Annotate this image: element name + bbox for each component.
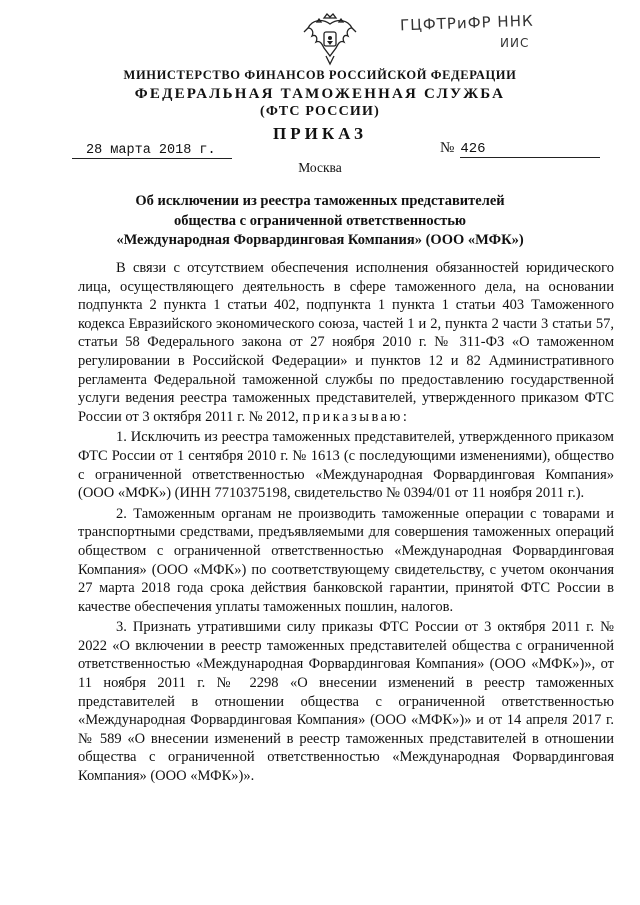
coat-of-arms-emblem <box>302 10 358 68</box>
order-number: 426 <box>460 141 600 158</box>
order-verb: приказываю: <box>302 408 410 425</box>
order-number-block <box>440 140 612 158</box>
title-line-1: Об исключении из реестра таможенных представителей <box>135 193 505 209</box>
order-title <box>80 192 560 251</box>
clause-2: 2. Таможенным органам не производить таможенные операции с товарами и транспортными средствами, предъявляемыми для совершения таможенных операций обществом с ограниченной ответственностью «Международная Форвардинговая Компания» (ООО «МФК») по соответствующему свидетельству, с учетом окончания 27 марта 2018 года срока действия банковской гарантии, принятой ФТС России в качестве обеспечения уплаты таможенных пошлин, налогов. <box>78 505 614 615</box>
order-date: 28 марта 2018 г. <box>72 143 232 159</box>
clause-1: 1. Исключить из реестра таможенных представителей, утвержденного приказом ФТС России от 1 сентября 2010 г. № 1613 (с последующими изменениями), общество с ограниченной ответственностью «Международная Форвардинговая Компания» (ООО «МФК») (ИНН 7710375198, свидетельство № 0394/01 от 11 ноября 2011 г.). <box>78 429 614 502</box>
title-line-2: общества с ограниченной ответственностью <box>174 212 466 229</box>
service-name: ФЕДЕРАЛЬНАЯ ТАМОЖЕННАЯ СЛУЖБА <box>134 86 506 102</box>
number-sign: № <box>440 140 455 156</box>
handwritten-note: ГЦФТРиФР ННК <box>399 11 534 35</box>
title-line-3: «Международная Форвардинговая Компания» (ООО «МФК») <box>116 232 524 248</box>
clause-3: 3. Признать утратившими силу приказы ФТС России от 3 октября 2011 г. № 2022 «О включении в реестр таможенных представителей общества с ограниченной ответственностью «Международная Форвардинговая Компания» (ООО «МФК»)», от 11 ноября 2011 г. № 2298 «О внесении изменений в реестр таможенных представителей в отношении общества с ограниченной ответственностью «Международная Форвардинговая Компания» (ООО «МФК»)» и от 14 апреля 2017 г. № 589 «О внесении изменений в реестр таможенных представителей в отношении общества с ограниченной ответственностью «Международная Форвардинговая Компания» (ООО «МФК»)». <box>78 619 614 785</box>
preamble-text: В связи с отсутствием обеспечения исполнения обязанностей юридического лица, осуществляющего деятельность в сфере таможенного дела, на основании подпункта 2 пункта 1 статьи 402, подпункта 1 пункта 1 статьи 403 Таможенного кодекса Евразийского экономического союза, частей 1 и 2, пункта 2 части 3 статьи 57, статьи 58 Федерального закона от 27 ноября 2010 г. № 311-ФЗ «О таможенном регулировании в Российской Федерации» и пунктов 12 и 82 Административного регламента Федеральной таможенной службы по предоставлению государственной услуги ведения реестра таможенных представителей, утвержденного приказом ФТС России от 3 октября 2011 г. № 2012, <box>78 260 614 425</box>
city: Москва <box>298 160 342 175</box>
order-body <box>78 259 614 786</box>
preamble-paragraph <box>78 259 614 426</box>
service-short-name: (ФТС РОССИИ) <box>260 104 380 119</box>
document-type: ПРИКАЗ <box>273 124 367 143</box>
ministry-name: МИНИСТЕРСТВО ФИНАНСОВ РОССИЙСКОЙ ФЕДЕРАЦИИ <box>123 68 517 82</box>
handwritten-initials: ИИС <box>500 36 530 50</box>
